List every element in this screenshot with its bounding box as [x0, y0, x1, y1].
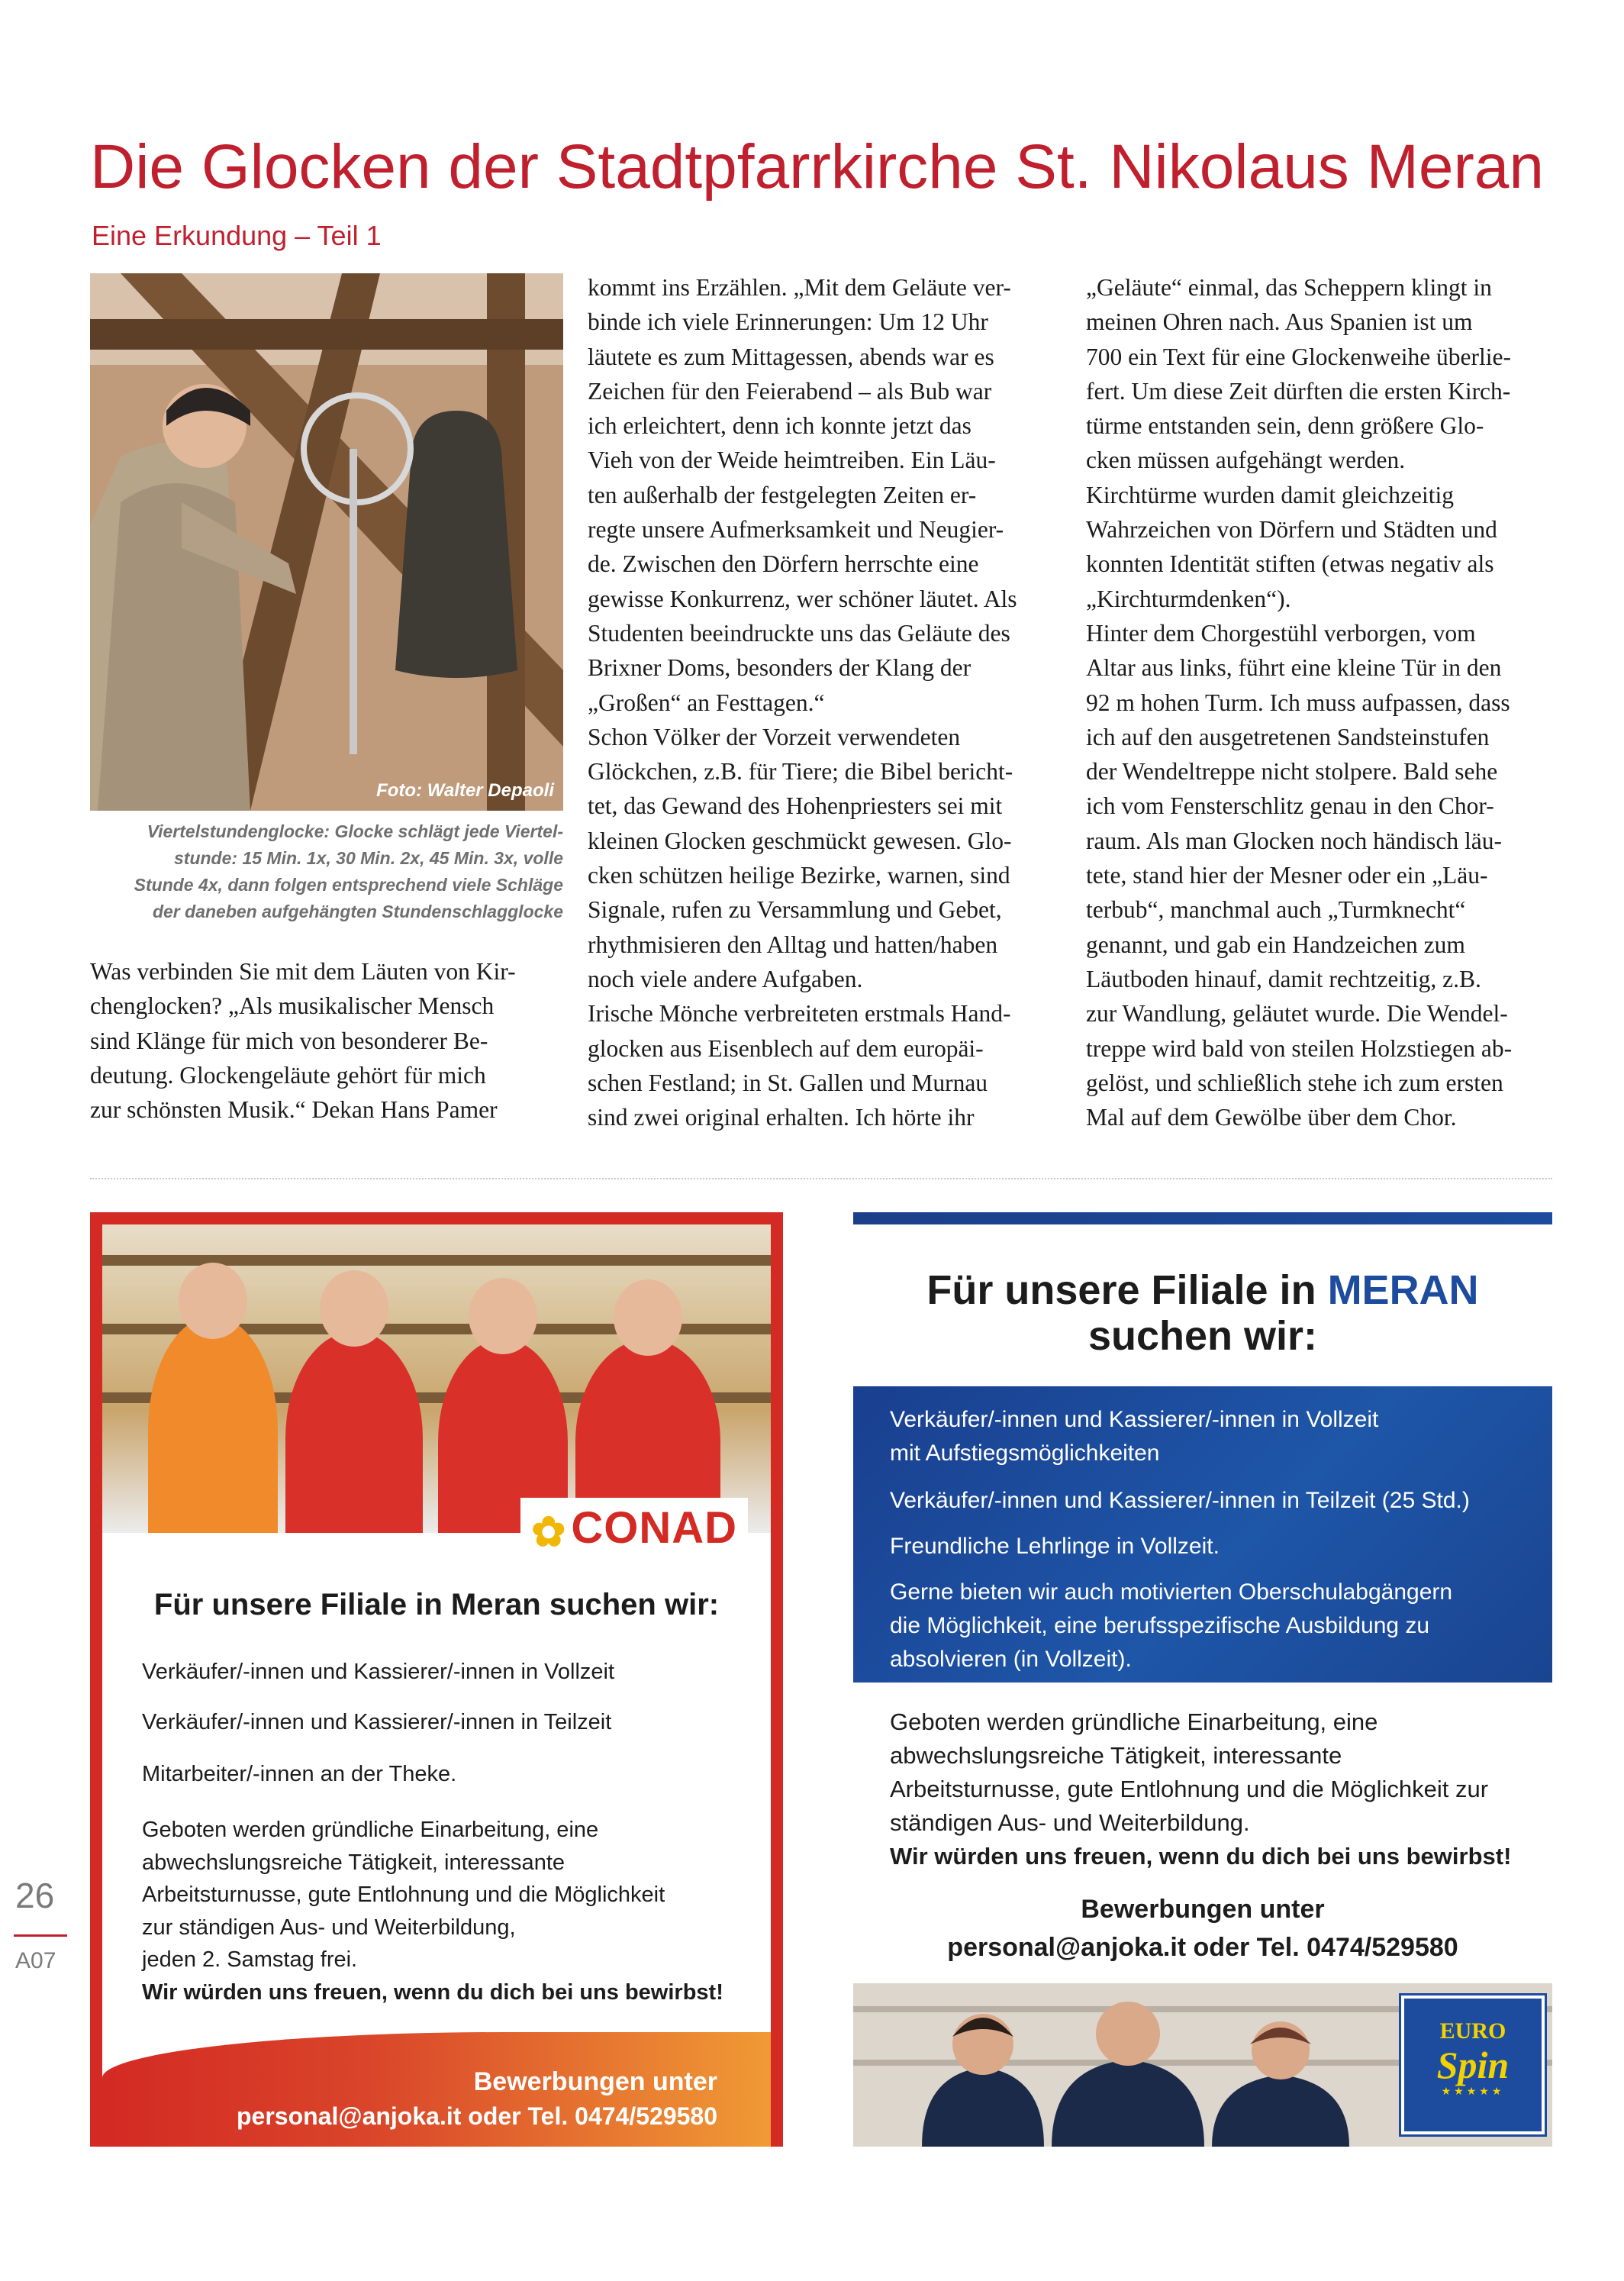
- article-subtitle: Eine Erkundung – Teil 1: [92, 220, 382, 251]
- flower-icon: ✿: [531, 1509, 567, 1555]
- text-line: ich erleichtert, denn ich konnte jetzt das: [588, 412, 972, 440]
- text-line: zur Wandlung, geläutet wurde. Die Wendel-: [1086, 1000, 1508, 1028]
- text-line: chenglocken? „Als musikalischer Mensch: [90, 992, 495, 1020]
- text-line: Schon Völker der Vorzeit verwendeten: [588, 723, 961, 750]
- page-number: 26: [15, 1876, 55, 1915]
- conad-apply-banner: [102, 2032, 771, 2147]
- staff-member: [285, 1331, 423, 1533]
- text-line: terbub“, manchmal auch „Turmknecht“: [1086, 896, 1466, 924]
- text-line: 92 m hohen Turm. Ich muss aufpassen, dass: [1086, 689, 1510, 716]
- star-icon: ★★★★★: [1441, 2086, 1505, 2098]
- caption-line: Stunde 4x, dann folgen entsprechend viele Schläge: [134, 875, 563, 895]
- text-line: Irische Mönche verbreiteten erstmals Hand-: [588, 1000, 1011, 1028]
- text-line: ich vom Fensterschlitz genau in den Chor-: [1086, 792, 1494, 820]
- conad-position: Mitarbeiter/-innen an der Theke.: [142, 1762, 457, 1786]
- text-line: sind zwei original erhalten. Ich hörte ihr: [588, 1104, 975, 1131]
- text-line: gelöst, und schließlich stehe ich zum ersten: [1086, 1069, 1503, 1096]
- text-line: der Wendeltreppe nicht stolpere. Bald sehe: [1086, 758, 1498, 786]
- text-line: deutung. Glockengeläute gehört für mich: [90, 1061, 486, 1089]
- offer-line: abwechslungsreiche Tätigkeit, interessante: [890, 1742, 1342, 1769]
- text-line: Signale, rufen zu Versammlung und Gebet,: [588, 896, 1002, 924]
- text-line: Altar aus links, führt eine kleine Tür in den: [1086, 654, 1502, 682]
- eurospin-heading-line2: suchen wir:: [1088, 1313, 1318, 1359]
- caption-line: der daneben aufgehängten Stundenschlagglocke: [152, 902, 563, 921]
- text-line: zur schönsten Musik.“ Dekan Hans Pamer: [90, 1096, 498, 1124]
- text-line: Hinter dem Chorgestühl verborgen, vom: [1086, 619, 1476, 647]
- conad-logo: [520, 1498, 748, 1560]
- text-line: kommt ins Erzählen. „Mit dem Geläute ver-: [588, 274, 1011, 301]
- text-line: regte unsere Aufmerksamkeit und Neugier-: [588, 516, 1004, 544]
- bell-photo: [90, 273, 563, 811]
- text-line: gewisse Konkurrenz, wer schöner läutet. Als: [588, 585, 1017, 612]
- photo-credit: Foto: Walter Depaoli: [376, 780, 554, 801]
- conad-staff-photo: [102, 1224, 771, 1533]
- text-line: glocken aus Eisenblech auf dem europäi-: [588, 1034, 984, 1062]
- eurospin-offer: [890, 1705, 1511, 1873]
- text-line: Zeichen für den Feierabend – als Bub war: [588, 377, 992, 405]
- conad-apply-contact[interactable]: personal@anjoka.it oder Tel. 0474/529580: [236, 2102, 717, 2130]
- text-line: cken müssen aufgehängt werden.: [1086, 447, 1406, 474]
- conad-closing: Wir würden uns freuen, wenn du dich bei uns bewirbst!: [142, 1979, 723, 2005]
- article-column-2: [588, 270, 1017, 1134]
- text-line: „Geläute“ einmal, das Scheppern klingt in: [1086, 274, 1492, 301]
- caption-line: Viertelstundenglocke: Glocke schlägt jede Viertel-: [147, 821, 563, 841]
- offer-line: Geboten werden gründliche Einarbeitung, eine: [142, 1818, 599, 1842]
- article-column-1: [90, 954, 516, 1127]
- eurospin-apply: [853, 1890, 1552, 1966]
- text-line: „Kirchturmdenken“).: [1086, 585, 1291, 612]
- article-title: Die Glocken der Stadtpfarrkirche St. Nikolaus Meran: [90, 132, 1545, 202]
- text-line: konnten Identität stiften (etwas negativ als: [1086, 550, 1494, 578]
- eurospin-logo-line2: Spin: [1436, 2044, 1510, 2086]
- conad-ad: [90, 1212, 783, 2147]
- text-line: schen Festland; in St. Gallen und Murnau: [588, 1069, 988, 1096]
- eurospin-top-bar: [853, 1212, 1552, 1224]
- eurospin-heading-text: Für unsere Filiale in: [926, 1267, 1328, 1313]
- text-line: kleinen Glocken geschmückt gewesen. Glo-: [588, 827, 1012, 854]
- text-line: „Großen“ an Festtagen.“: [588, 689, 825, 716]
- text-line: ich auf den ausgetretenen Sandsteinstufen: [1086, 723, 1490, 750]
- eurospin-apply-contact[interactable]: personal@anjoka.it oder Tel. 0474/529580: [947, 1933, 1458, 1962]
- text-line: Was verbinden Sie mit dem Läuten von Kir-: [90, 958, 516, 985]
- eurospin-position: Verkäufer/-innen und Kassierer/-innen in Teilzeit (25 Std.): [890, 1488, 1470, 1513]
- conad-heading: Für unsere Filiale in Meran suchen wir:: [153, 1588, 720, 1621]
- text-line: genannt, und gab ein Handzeichen zum: [1086, 931, 1465, 958]
- text-line: läutete es zum Mittagessen, abends war es: [588, 343, 994, 370]
- offer-line: zur ständigen Aus- und Weiterbildung,: [142, 1915, 516, 1940]
- text-line: Vieh von der Weide heimtreiben. Ein Läu-: [588, 447, 996, 474]
- conad-position: Verkäufer/-innen und Kassierer/-innen in Vollzeit: [142, 1660, 615, 1684]
- text-line: Kirchtürme wurden damit gleichzeitig: [1086, 481, 1454, 508]
- conad-offer: [142, 1814, 723, 2008]
- photo-caption: [90, 818, 563, 925]
- text-line: Studenten beeindruckte uns das Geläute des: [588, 619, 1010, 647]
- eurospin-apply-label: Bewerbungen unter: [1081, 1895, 1325, 1924]
- staff-head: [614, 1279, 682, 1356]
- eurospin-position: Verkäufer/-innen und Kassierer/-innen in Vollzeit: [890, 1407, 1379, 1432]
- eurospin-position: die Möglichkeit, eine berufsspezifische Ausbildung zu: [890, 1613, 1430, 1638]
- offer-line: Arbeitsturnusse, gute Entlohnung und die Möglichkeit zur: [890, 1776, 1489, 1802]
- staff-head: [179, 1263, 247, 1339]
- offer-line: ständigen Aus- und Weiterbildung.: [890, 1809, 1250, 1836]
- eurospin-staff-photo: [853, 1983, 1552, 2147]
- eurospin-positions-box: [853, 1386, 1552, 1683]
- text-line: Brixner Doms, besonders der Klang der: [588, 654, 972, 682]
- text-line: 700 ein Text für eine Glockenweihe überlie-: [1086, 343, 1512, 370]
- text-line: tete, stand hier der Mesner oder ein „Läu-: [1086, 862, 1488, 889]
- text-line: tet, das Gewand des Hohenpriesters sei mit: [588, 792, 1003, 820]
- eurospin-heading: [853, 1267, 1552, 1359]
- text-line: meinen Ohren nach. Aus Spanien ist um: [1086, 308, 1473, 336]
- page-number-rule: [14, 1934, 67, 1937]
- text-line: rhythmisieren den Alltag und hatten/haben: [588, 931, 998, 958]
- text-line: Mal auf dem Gewölbe über dem Chor.: [1086, 1104, 1457, 1131]
- text-line: Wahrzeichen von Dörfern und Städten und: [1086, 516, 1497, 544]
- eurospin-position: mit Aufstiegsmöglichkeiten: [890, 1441, 1160, 1466]
- caption-line: stunde: 15 Min. 1x, 30 Min. 2x, 45 Min. 3x, volle: [174, 848, 563, 868]
- eurospin-position: Freundliche Lehrlinge in Vollzeit.: [890, 1534, 1220, 1559]
- eurospin-position: Gerne bieten wir auch motivierten Oberschulabgängern: [890, 1579, 1453, 1605]
- text-line: noch viele andere Aufgaben.: [588, 965, 863, 992]
- conad-apply-label: Bewerbungen unter: [473, 2067, 717, 2096]
- text-line: cken schützen heilige Bezirke, warnen, sind: [588, 862, 1010, 889]
- text-line: türme entstanden sein, denn größere Glo-: [1086, 412, 1484, 440]
- eurospin-heading-city: MERAN: [1327, 1267, 1479, 1313]
- offer-line: Geboten werden gründliche Einarbeitung, eine: [890, 1708, 1378, 1735]
- text-line: binde ich viele Erinnerungen: Um 12 Uhr: [588, 308, 988, 336]
- text-line: Glöckchen, z.B. für Tiere; die Bibel bericht-: [588, 758, 1013, 786]
- conad-position: Verkäufer/-innen und Kassierer/-innen in Teilzeit: [142, 1710, 612, 1734]
- conad-ad-inner: [102, 1224, 771, 2147]
- offer-line: jeden 2. Samstag frei.: [142, 1947, 358, 1972]
- section-divider: [90, 1178, 1552, 1179]
- conad-logo-text: CONAD: [571, 1503, 737, 1553]
- eurospin-position: absolvieren (in Vollzeit).: [890, 1647, 1132, 1672]
- article-column-3: [1086, 270, 1512, 1134]
- text-line: Läutboden hinauf, damit rechtzeitig, z.B.: [1086, 965, 1481, 992]
- text-line: raum. Als man Glocken noch händisch läu-: [1086, 827, 1502, 854]
- text-line: fert. Um diese Zeit dürften die ersten Kirch-: [1086, 377, 1511, 405]
- offer-line: abwechslungsreiche Tätigkeit, interessante: [142, 1850, 566, 1875]
- staff-head: [320, 1270, 388, 1347]
- bell-photo-illustration: [90, 273, 563, 811]
- eurospin-logo: [1401, 1995, 1545, 2134]
- staff-head: [469, 1278, 537, 1354]
- staff-member: [148, 1316, 278, 1533]
- eurospin-ad: [853, 1212, 1552, 2147]
- page-code: A07: [15, 1948, 56, 1973]
- text-line: sind Klänge für mich von besonderer Be-: [90, 1027, 488, 1054]
- text-line: ten außerhalb der festgelegten Zeiten er-: [588, 481, 977, 508]
- eurospin-closing: Wir würden uns freuen, wenn du dich bei uns bewirbst!: [890, 1843, 1512, 1870]
- offer-line: Arbeitsturnusse, gute Entlohnung und die Möglichkeit: [142, 1883, 665, 1907]
- eurospin-logo-line1: EURO: [1439, 2018, 1506, 2044]
- text-line: de. Zwischen den Dörfern herrschte eine: [588, 550, 979, 578]
- text-line: treppe wird bald von steilen Holzstiegen ab-: [1086, 1034, 1513, 1062]
